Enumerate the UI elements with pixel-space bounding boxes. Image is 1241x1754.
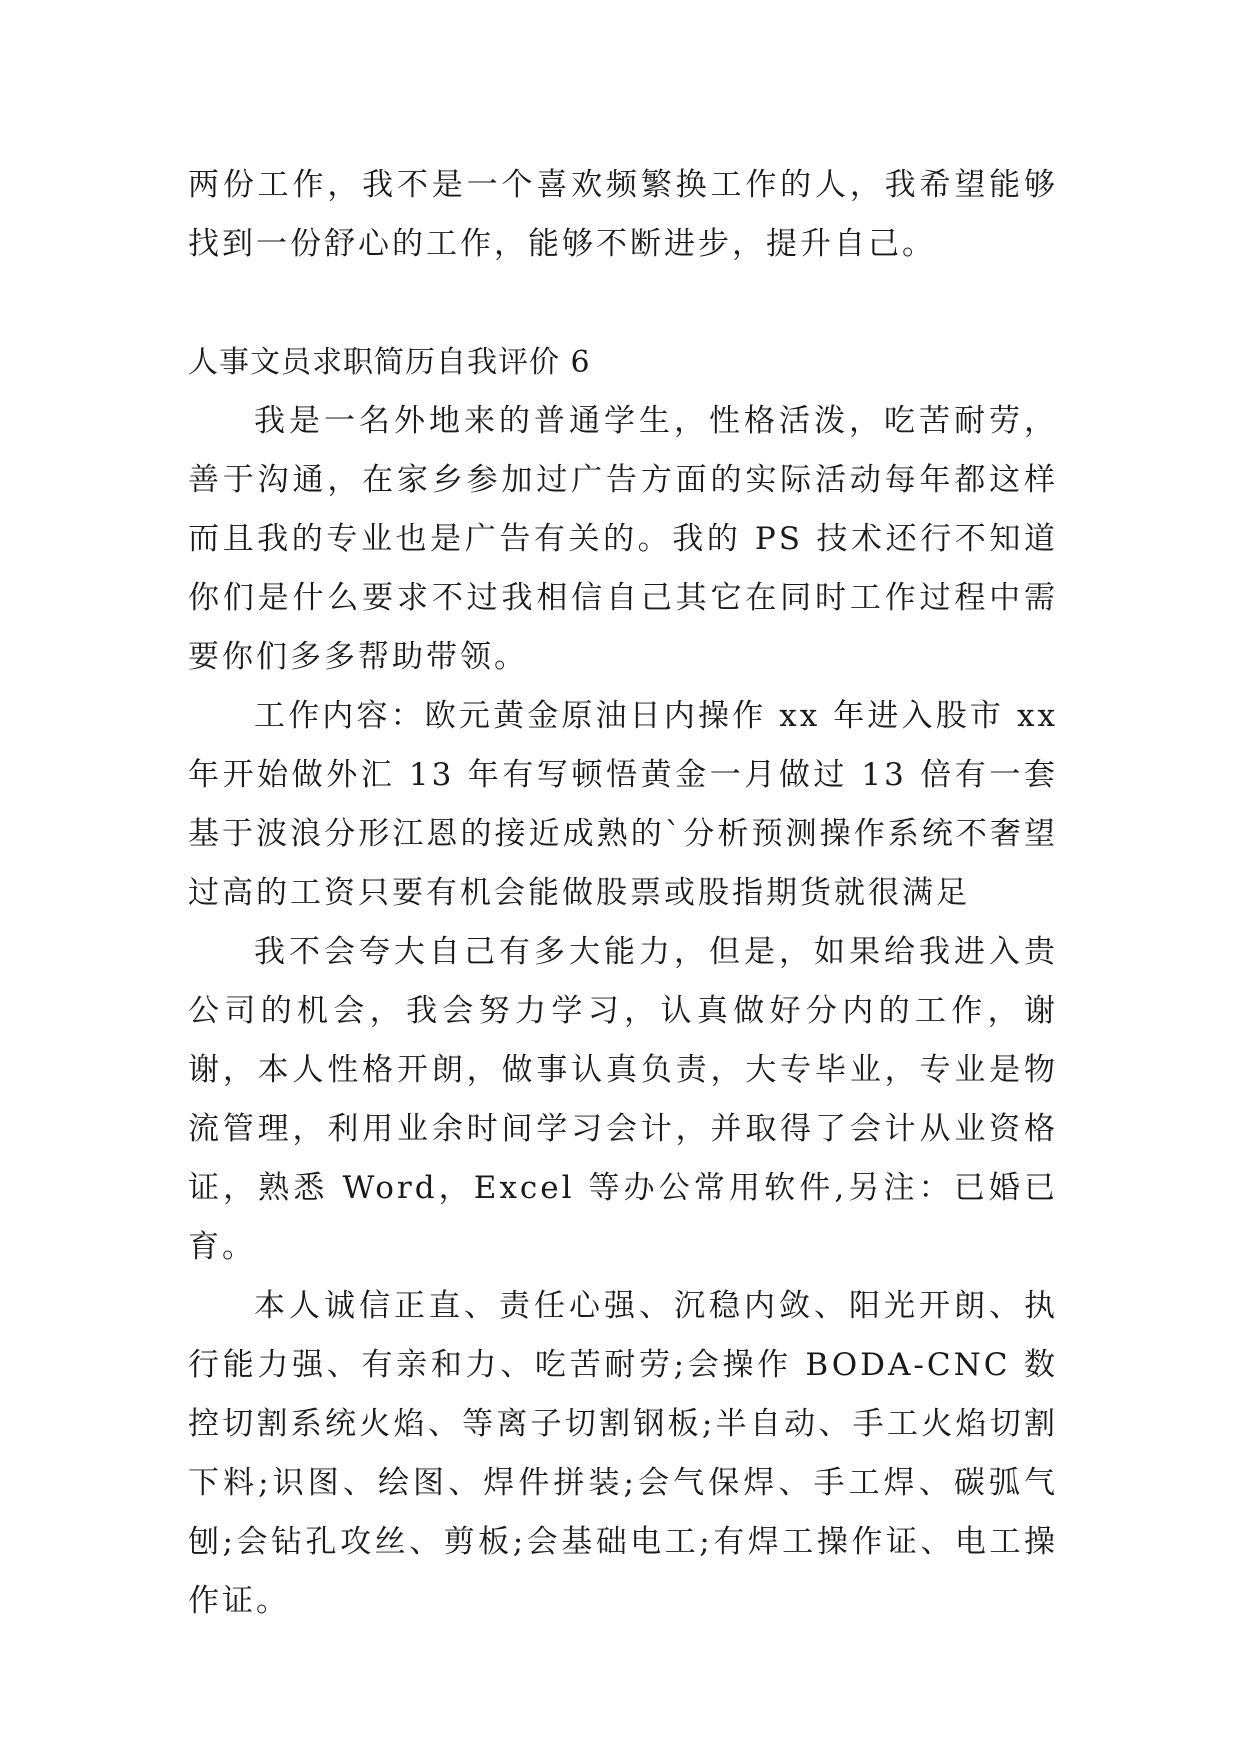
paragraph-2: 工作内容：欧元黄金原油日内操作 xx 年进入股市 xx 年开始做外汇 13 年有写顿悟黄金一月做过 13 倍有一套基于波浪分形江恩的接近成熟的`分析预测操作系统不奢望过高的工资只要有机会能做股票或股指期货就很满足 [188,698,1058,911]
paragraph-3: 我不会夸大自己有多大能力，但是，如果给我进入贵公司的机会，我会努力学习，认真做好分内的工作，谢谢，本人性格开朗，做事认真负责，大专毕业，专业是物流管理，利用业余时间学习会计，并取得了会计从业资格证，熟悉 Word，Excel 等办公常用软件,另注：已婚已育。 [188,934,1058,1265]
section-heading: 人事文员求职简历自我评价 6 [188,345,591,380]
paragraph-4: 本人诚信正直、责任心强、沉稳内敛、阳光开朗、执行能力强、有亲和力、吃苦耐劳;会操作 BODA-CNC 数控切割系统火焰、等离子切割钢板;半自动、手工火焰切割下料;识图、绘图、焊件拼装;会气保焊、手工焊、碳弧气刨;会钻孔攻丝、剪板;会基础电工;有焊工操作证、电工操作证。 [188,1288,1058,1619]
paragraph-1: 我是一名外地来的普通学生，性格活泼，吃苦耐劳，善于沟通，在家乡参加过广告方面的实际活动每年都这样而且我的专业也是广告有关的。我的 PS 技术还行不知道你们是什么要求不过我相信自己其它在同时工作过程中需要你们多多帮助带领。 [188,403,1058,675]
continued-paragraph: 两份工作，我不是一个喜欢频繁换工作的人，我希望能够找到一份舒心的工作，能够不断进步，提升自己。 [188,167,1058,262]
document-body [188,156,1058,1631]
